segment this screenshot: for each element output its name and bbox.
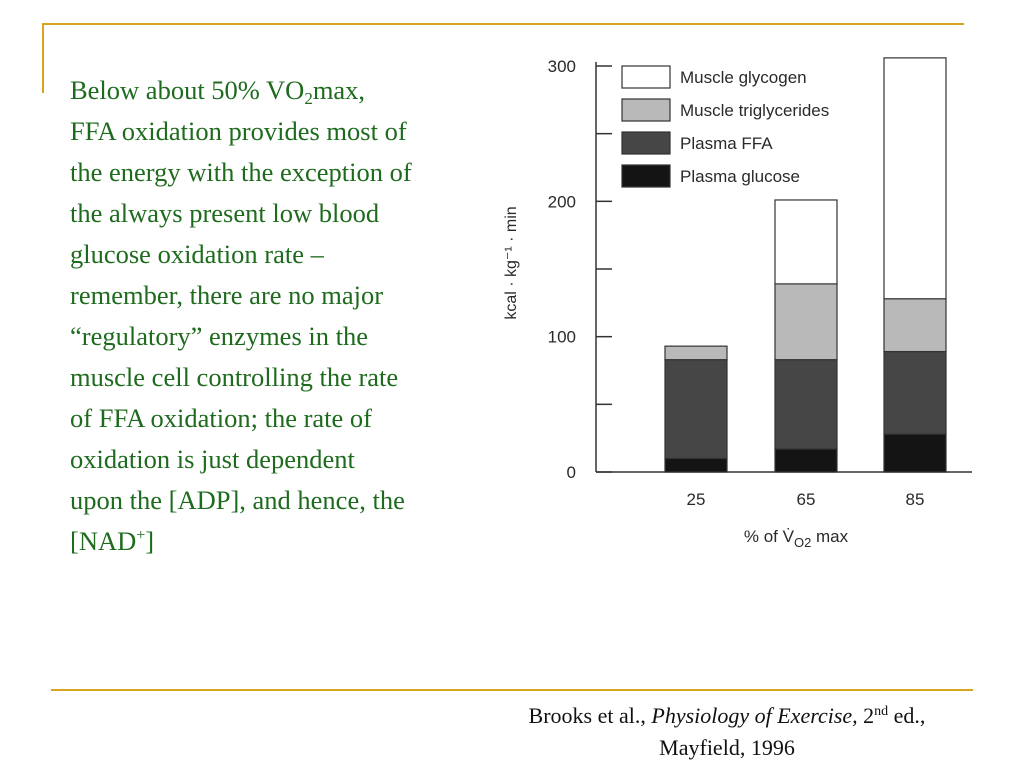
body-line: muscle cell controlling the rate	[70, 362, 399, 392]
y-axis-label: kcal · kg⁻¹ · min	[503, 206, 520, 320]
body-line: Below about 50% $VO_2\max$,	[70, 75, 366, 108]
bar-segment-muscle-triglycerides	[884, 299, 946, 352]
left-rule	[42, 23, 44, 93]
body-line: oxidation is just dependent	[70, 444, 355, 474]
legend-label: Muscle glycogen	[680, 68, 807, 87]
bar-segment-muscle-glycogen	[884, 58, 946, 299]
body-text	[70, 70, 510, 562]
bar-segment-plasma-glucose	[665, 458, 727, 472]
y-tick-label: 300	[547, 57, 576, 76]
x-tick-label: 85	[905, 490, 925, 509]
legend-label: Plasma glucose	[680, 167, 801, 186]
bar-segment-plasma-ffa	[665, 360, 727, 459]
body-line: the energy with the exception of	[70, 157, 412, 187]
bar-segment-plasma-ffa	[884, 352, 946, 435]
body-line: FFA oxidation provides most of	[70, 116, 407, 146]
chart-figure	[494, 42, 974, 554]
y-tick-label: 200	[547, 192, 576, 212]
x-axis-label: % of $V̇_{O2}$ max	[743, 527, 849, 550]
body-line: “regulatory” enzymes in the	[70, 321, 368, 351]
legend-swatch	[622, 99, 670, 121]
body-line: [NAD+]	[70, 526, 155, 556]
body-line: upon the [ADP], and hence, the	[70, 485, 405, 515]
bottom-rule	[51, 689, 973, 691]
legend-label: Muscle triglycerides	[680, 101, 830, 120]
citation-line-1: Brooks et al., Physiology of Exercise, 2nd ed.,	[528, 703, 926, 728]
x-tick-label: 65	[796, 490, 816, 509]
bar-segment-plasma-glucose	[775, 449, 837, 472]
bar-segment-muscle-glycogen	[775, 200, 837, 284]
chart-legend	[622, 66, 829, 187]
legend-label: Plasma FFA	[680, 134, 773, 153]
legend-swatch	[622, 165, 670, 187]
bar-segment-plasma-glucose	[884, 434, 946, 472]
bar-segment-muscle-triglycerides	[665, 346, 727, 360]
legend-swatch	[622, 132, 670, 154]
body-line: glucose oxidation rate –	[70, 239, 324, 269]
citation-publisher: Mayfield, 1996	[659, 735, 795, 760]
x-tick-label: 25	[686, 490, 706, 509]
body-line: of FFA oxidation; the rate of	[70, 403, 373, 433]
citation	[440, 700, 1014, 764]
body-line: the always present low blood	[70, 198, 380, 228]
legend-swatch	[622, 66, 670, 88]
body-line: remember, there are no major	[70, 280, 384, 310]
bar-segment-plasma-ffa	[775, 360, 837, 449]
stacked-bar-chart	[494, 42, 974, 554]
y-tick-label: 100	[547, 327, 576, 347]
top-rule	[42, 23, 964, 25]
y-tick-label: 0	[566, 463, 576, 482]
bar-segment-muscle-triglycerides	[775, 284, 837, 360]
